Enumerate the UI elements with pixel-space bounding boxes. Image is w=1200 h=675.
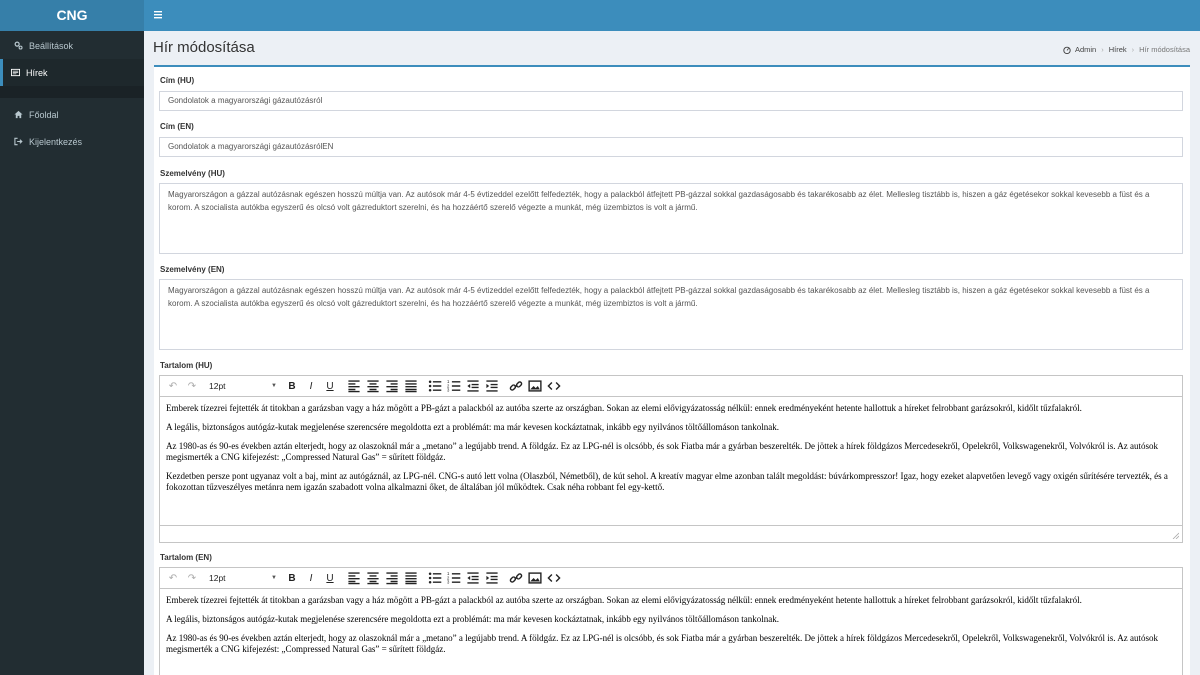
dropdown-caret-icon: ▼ [271,383,277,389]
editor-paragraph: A legális, biztonságos autógáz-kutak megjelenése szerencsére megoldotta ezt a problémát: ma már kevesen kockáztatnak, inkább egy nyilvános töltőállomáson tankolnak. [166,614,780,624]
sidebar-item-label: Főoldal [29,109,59,120]
title-en-input[interactable]: Gondolatok a magyarországi gázautózásrólEN [159,137,1183,157]
hamburger-menu-icon[interactable] [153,9,165,21]
breadcrumb [1063,45,1190,54]
undo-icon[interactable]: ↶ [168,572,178,584]
editor-toolbar [160,568,1182,589]
redo-icon[interactable]: ↷ [187,380,197,392]
content-hu-editor [159,375,1183,543]
link-icon[interactable] [509,379,523,393]
home-icon [14,110,23,119]
newspaper-icon [11,68,20,77]
svg-text:1: 1 [447,571,450,577]
cogs-icon [14,41,23,50]
align-center-icon[interactable] [366,571,380,585]
bold-icon[interactable]: B [288,380,296,392]
sidebar-divider [0,86,144,98]
indent-icon[interactable] [485,379,499,393]
undo-icon[interactable]: ↶ [168,380,178,392]
underline-icon[interactable]: U [326,380,334,392]
editor-paragraph: Emberek tízezrei fejtették át titokban a garázsban vagy a ház mögött a PB-gázt a palackból az autóba szerte az országban. Sokan az elemi elővigyázatosság nélkül: ennek eredményeként hetente hallottuk a híreket felrobbant garázsokról, kidőlt tűzfalakról. [166,403,1082,413]
sidebar-item-logout[interactable] [0,128,144,155]
align-right-icon[interactable] [385,379,399,393]
align-right-icon[interactable] [385,571,399,585]
italic-icon[interactable]: I [309,572,313,584]
redo-icon[interactable]: ↷ [187,572,197,584]
align-justify-icon[interactable] [404,571,418,585]
editor-paragraph: Emberek tízezrei fejtették át titokban a garázsban vagy a ház mögött a PB-gázt a palackból az autóba szerte az országban. Sokan az elemi elővigyázatosság nélkül: ennek eredményeként hetente hallottuk a híreket felrobbant garázsokról, kidőlt tűzfalakról. [166,595,1082,605]
lead-hu-label: Szemelvény (HU) [160,169,225,178]
lead-hu-textarea[interactable]: Magyarországon a gázzal autózásnak egészen hosszú múltja van. Az autósok már 4-5 évtizeddel ezelőtt felfedezték, hogy a palackból átfejtett PB-gázzal sokkal gazdaságosabb és takarékosabb az élet. Mellesleg tisztább is, hiszen a gáz égetésekor sokkal kevesebb a füst és a korom. A szocialista autókba egyszerű és olcsó volt gázreduktort szerelni, és ha hozzáértő szerelő végezte a munkát, még üzembiztos is volt a jármű. [159,183,1183,254]
editor-paragraph: Kezdetben persze pont ugyanaz volt a baj, mint az autógáznál, az LPG-nél. CNG-s autó lett volna (Olaszból, Németből), de kút sehol. A kreatív magyar elme azonban talált megoldást: búvárkompresszor! Igaz, hogy ezeket alapvetően levegő vagy oxigén sűrítésére tervezték, és a fokozottan tűzveszélyes metánra nem igazán szabadott volna alkalmazni őket, de általában jól működtek. Csak néha robbant fel egy-kettő. [166,471,1168,492]
top-navbar [144,0,1200,31]
editor-statusbar [160,525,1182,542]
breadcrumb-separator-icon: › [1131,45,1135,54]
numbered-list-icon[interactable] [447,571,461,585]
sidebar-item-news[interactable] [0,59,144,86]
lead-en-textarea[interactable]: Magyarországon a gázzal autózásnak egészen hosszú múltja van. Az autósok már 4-5 évtizeddel ezelőtt felfedezték, hogy a palackból átfejtett PB-gázzal sokkal gazdaságosabb és takarékosabb az élet. Mellesleg tisztább is, hiszen a gáz égetésekor sokkal kevesebb a füst és a korom. A szocialista autókba egyszerű és olcsó volt gázreduktort szerelni, és ha hozzáértő szerelő végezte a munkát, még üzembiztos is volt a jármű. [159,279,1183,350]
svg-text:1: 1 [447,379,450,385]
content-en-editor [159,567,1183,675]
align-center-icon[interactable] [366,379,380,393]
code-icon[interactable] [547,571,561,585]
svg-text:3: 3 [447,387,450,393]
title-en-label: Cím (EN) [160,122,194,131]
resize-handle-icon[interactable] [1172,532,1179,539]
content-en-editor-body[interactable] [160,589,1182,655]
outdent-icon[interactable] [466,571,480,585]
app-logo[interactable]: CNG [0,0,144,31]
bullet-list-icon[interactable] [428,379,442,393]
sidebar-item-settings[interactable] [0,32,144,59]
align-justify-icon[interactable] [404,379,418,393]
sidebar-item-home[interactable] [0,101,144,128]
breadcrumb-admin[interactable]: Admin [1074,45,1097,54]
numbered-list-icon[interactable] [447,379,461,393]
sidebar [0,0,144,675]
title-hu-label: Cím (HU) [160,76,195,85]
underline-icon[interactable]: U [326,572,334,584]
font-size-select[interactable] [209,571,277,585]
bold-icon[interactable]: B [288,572,296,584]
breadcrumb-separator-icon: › [1101,45,1104,54]
sidebar-item-label: Beállítások [29,40,74,51]
svg-text:2: 2 [447,383,450,389]
align-left-icon[interactable] [347,571,361,585]
page-title: Hír módosítása [153,39,255,56]
breadcrumb-news[interactable]: Hírek [1108,45,1127,54]
sidebar-menu [0,32,144,155]
editor-paragraph: Az 1980-as és 90-es években aztán elterjedt, hogy az olaszoknál már a „metano” a legújabb trend. A földgáz. Ez az LPG-nél is olcsóbb, és sok Fiatba már a gyárban beszerelték. De jöttek a hírek földgázos Mercedesekről, Opelekről, Volkswagenekről, Volvókról is. Az autósok megismerték a CNG kifejezést: „Compressed Natural Gas” = sűrített földgáz. [166,633,1159,654]
font-size-value: 12pt [209,573,226,583]
edit-form-box [154,65,1190,675]
svg-text:3: 3 [447,579,450,585]
image-icon[interactable] [528,379,542,393]
lead-en-label: Szemelvény (EN) [160,265,225,274]
editor-paragraph: Az 1980-as és 90-es években aztán elterjedt, hogy az olaszoknál már a „metano” a legújabb trend. A földgáz. Ez az LPG-nél is olcsóbb, és sok Fiatba már a gyárban beszerelték. De jöttek a hírek földgázos Mercedesekről, Opelekről, Volkswagenekről, Volvókról is. Az autósok megismerték a CNG kifejezést: „Compressed Natural Gas” = sűrített földgáz. [166,441,1159,462]
sign-out-icon [14,137,23,146]
link-icon[interactable] [509,571,523,585]
dashboard-icon [1063,46,1071,54]
sidebar-item-label: Kijelentkezés [29,136,83,147]
sidebar-item-label: Hírek [26,67,48,78]
code-icon[interactable] [547,379,561,393]
image-icon[interactable] [528,571,542,585]
editor-toolbar [160,376,1182,397]
content-wrapper [144,31,1200,675]
italic-icon[interactable]: I [309,380,313,392]
editor-paragraph: A legális, biztonságos autógáz-kutak megjelenése szerencsére megoldotta ezt a problémát: ma már kevesen kockáztatnak, inkább egy nyilvános töltőállomáson tankolnak. [166,422,780,432]
breadcrumb-current: Hír módosítása [1139,45,1190,54]
content-hu-label: Tartalom (HU) [160,361,213,370]
bullet-list-icon[interactable] [428,571,442,585]
dropdown-caret-icon: ▼ [271,575,277,581]
font-size-value: 12pt [209,381,226,391]
content-en-label: Tartalom (EN) [160,553,212,562]
title-hu-input[interactable]: Gondolatok a magyarországi gázautózásról [159,91,1183,111]
content-hu-editor-body[interactable] [160,397,1182,493]
content-header [144,31,1200,65]
align-left-icon[interactable] [347,379,361,393]
font-size-select[interactable] [209,379,277,393]
svg-text:2: 2 [447,575,450,581]
indent-icon[interactable] [485,571,499,585]
outdent-icon[interactable] [466,379,480,393]
